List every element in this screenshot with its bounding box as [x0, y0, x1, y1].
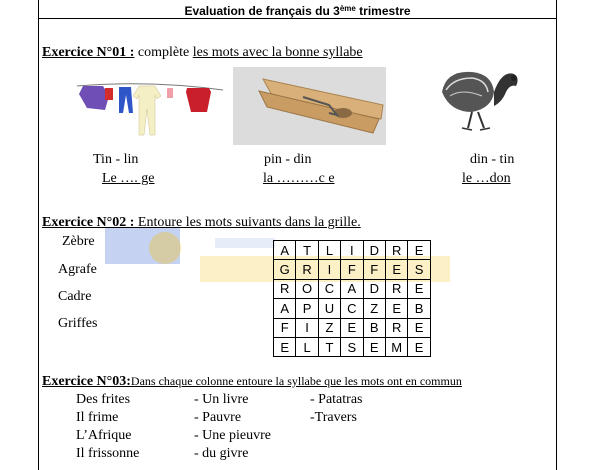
grid-cell[interactable]: A	[341, 279, 363, 298]
syllable-pair-1: Tin - lin	[93, 152, 139, 167]
word-search-grid	[273, 240, 431, 357]
grid-cell[interactable]: Z	[318, 318, 340, 337]
grid-cell[interactable]: I	[318, 260, 340, 279]
page-title: Evaluation de français du 3ème trimestre	[38, 0, 557, 19]
syllable-pair-3: din - tin	[470, 152, 515, 167]
grid-cell[interactable]: S	[408, 260, 430, 279]
list-item[interactable]: L’Afrique	[76, 428, 132, 443]
clothespin-photo	[233, 67, 386, 145]
grid-cell[interactable]: I	[341, 241, 363, 260]
grid-cell[interactable]: R	[296, 260, 318, 279]
grid-cell[interactable]: E	[408, 241, 430, 260]
list-item[interactable]: Il frissonne	[76, 446, 140, 461]
grid-cell[interactable]: E	[408, 279, 430, 298]
grid-cell[interactable]: B	[408, 299, 430, 318]
syllable-pair-2: pin - din	[264, 152, 312, 167]
grid-cell[interactable]: P	[296, 299, 318, 318]
grid-cell[interactable]: L	[318, 241, 340, 260]
grid-row	[274, 337, 431, 356]
grid-cell[interactable]: E	[408, 318, 430, 337]
clothesline-illustration	[75, 74, 225, 142]
grid-cell[interactable]: E	[274, 337, 296, 356]
grid-cell[interactable]: O	[296, 279, 318, 298]
list-item[interactable]: -Travers	[310, 410, 357, 425]
grid-cell[interactable]: R	[385, 318, 407, 337]
list-item[interactable]: - Un livre	[194, 392, 249, 407]
list-item[interactable]: - Une pieuvre	[194, 428, 271, 443]
grid-cell[interactable]: R	[274, 279, 296, 298]
word-to-find-4: Griffes	[58, 316, 98, 331]
grid-cell[interactable]: F	[274, 318, 296, 337]
grid-cell[interactable]: T	[318, 337, 340, 356]
grid-cell[interactable]: F	[341, 260, 363, 279]
grid-cell[interactable]: E	[341, 318, 363, 337]
list-item[interactable]: - Pauvre	[194, 410, 242, 425]
turkey-illustration	[432, 62, 527, 137]
list-item[interactable]: Il frime	[76, 410, 119, 425]
grid-row	[274, 299, 431, 318]
grid-cell[interactable]: E	[385, 299, 407, 318]
grid-cell[interactable]: R	[385, 279, 407, 298]
blank-word-1[interactable]: Le …. ge	[102, 171, 155, 186]
exercise-1-title: Exercice N°01 : complète les mots avec la bonne syllabe	[42, 45, 363, 60]
exercise-2-title: Exercice N°02 : Entoure les mots suivants dans la grille.	[42, 215, 361, 230]
grid-cell[interactable]: E	[385, 260, 407, 279]
list-item[interactable]: Des frites	[76, 392, 131, 407]
grid-cell[interactable]: U	[318, 299, 340, 318]
grid-cell[interactable]: D	[363, 279, 385, 298]
grid-row	[274, 241, 431, 260]
grid-cell[interactable]: Z	[363, 299, 385, 318]
grid-cell[interactable]: G	[274, 260, 296, 279]
grid-cell[interactable]: C	[318, 279, 340, 298]
grid-cell[interactable]: T	[296, 241, 318, 260]
exercise-3-title: Exercice N°03:Dans chaque colonne entoure la syllabe que les mots ont en commun	[42, 374, 462, 389]
grid-cell[interactable]: S	[341, 337, 363, 356]
grid-row	[274, 260, 431, 279]
grid-cell[interactable]: R	[385, 241, 407, 260]
grid-cell[interactable]: A	[274, 241, 296, 260]
grid-cell[interactable]: B	[363, 318, 385, 337]
word-to-find-3: Cadre	[58, 289, 92, 304]
grid-cell[interactable]: D	[363, 241, 385, 260]
grid-row	[274, 318, 431, 337]
word-to-find-2: Agrafe	[58, 262, 97, 277]
blank-word-3[interactable]: le …don	[462, 171, 511, 186]
grid-cell[interactable]: F	[363, 260, 385, 279]
list-item[interactable]: - du givre	[194, 446, 249, 461]
grid-cell[interactable]: A	[274, 299, 296, 318]
blank-word-2[interactable]: la ………c e	[263, 171, 335, 186]
grid-cell[interactable]: L	[296, 337, 318, 356]
grid-cell[interactable]: E	[408, 337, 430, 356]
word-to-find-1: Zèbre	[62, 234, 95, 249]
grid-cell[interactable]: I	[296, 318, 318, 337]
grid-cell[interactable]: M	[385, 337, 407, 356]
grid-cell[interactable]: E	[363, 337, 385, 356]
grid-cell[interactable]: C	[341, 299, 363, 318]
list-item[interactable]: - Patatras	[310, 392, 363, 407]
grid-row	[274, 279, 431, 298]
